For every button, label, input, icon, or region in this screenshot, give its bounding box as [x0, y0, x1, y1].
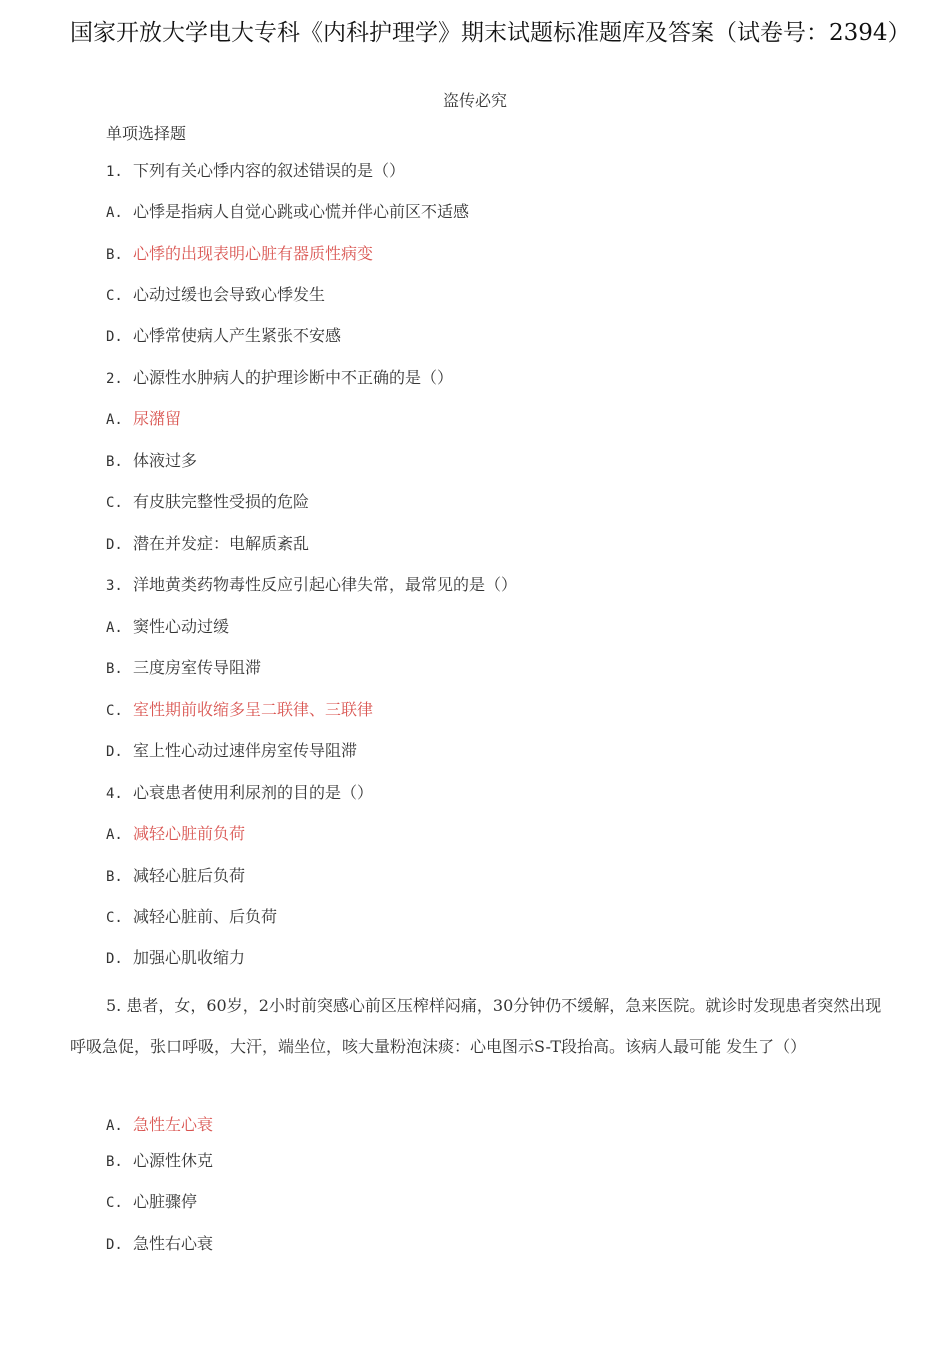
- option-item-answer: [106, 406, 181, 429]
- option-label: C.: [106, 703, 123, 719]
- option-text: 心脏骤停: [133, 1192, 198, 1211]
- option-text: 心悸是指病人自觉心跳或心慌并伴心前区不适感: [133, 202, 470, 221]
- option-item: [106, 904, 277, 927]
- option-text: 减轻心脏后负荷: [133, 866, 246, 885]
- option-item: [106, 489, 309, 512]
- option-text: 有皮肤完整性受损的危险: [133, 492, 310, 511]
- option-item: [106, 282, 325, 305]
- option-text: 急性右心衰: [133, 1234, 214, 1253]
- option-label: A.: [106, 1118, 123, 1134]
- option-item-answer: [106, 241, 373, 264]
- option-label: B.: [106, 247, 123, 263]
- option-item-answer: [106, 1112, 213, 1135]
- option-text: 减轻心脏前负荷: [133, 824, 246, 843]
- question-text: 心源性水肿病人的护理诊断中不正确的是（）: [133, 368, 454, 387]
- section-heading: 单项选择题: [106, 124, 187, 143]
- option-text: 急性左心衰: [133, 1115, 214, 1134]
- option-label: C.: [106, 910, 123, 926]
- question-text: 患者，女，60岁，2小时前突感心前区压榨样闷痛，30分钟仍不缓解，急来医院。就诊时发现患者突然出现呼吸急促，张口呼吸，大汗，端坐位，咳大量粉泡沫痰：心电图示S-T段抬高。该病人最可能 发生了（）: [70, 996, 882, 1056]
- question-number: 2.: [106, 371, 123, 387]
- option-text: 心源性休克: [133, 1151, 214, 1170]
- option-label: C.: [106, 1195, 123, 1211]
- option-label: A.: [106, 827, 123, 843]
- option-label: A.: [106, 205, 123, 221]
- option-item: [106, 448, 197, 471]
- option-label: B.: [106, 661, 123, 677]
- option-label: D.: [106, 537, 123, 553]
- option-text: 减轻心脏前、后负荷: [133, 907, 278, 926]
- question-number: 5.: [106, 996, 122, 1015]
- option-label: A.: [106, 412, 123, 428]
- option-text: 三度房室传导阻滞: [133, 658, 262, 677]
- option-item: [106, 1231, 213, 1254]
- option-text: 加强心肌收缩力: [133, 948, 246, 967]
- option-label: B.: [106, 454, 123, 470]
- option-text: 窦性心动过缓: [133, 617, 230, 636]
- option-text: 心悸常使病人产生紧张不安感: [133, 326, 342, 345]
- option-text: 尿潴留: [133, 409, 182, 428]
- watermark-text: 盗传必究: [442, 91, 507, 110]
- question-stem: [106, 158, 405, 181]
- option-label: C.: [106, 495, 123, 511]
- question-stem: [106, 572, 517, 595]
- question-number: 4.: [106, 786, 123, 802]
- option-item: [106, 614, 229, 637]
- option-item: [106, 531, 309, 554]
- question-stem: [106, 780, 373, 803]
- option-label: D.: [106, 329, 123, 345]
- question-number: 1.: [106, 164, 123, 180]
- option-item: [106, 863, 245, 886]
- option-text: 心动过缓也会导致心悸发生: [133, 285, 326, 304]
- option-label: D.: [106, 951, 123, 967]
- option-text: 室性期前收缩多呈二联律、三联律: [133, 700, 374, 719]
- option-label: D.: [106, 744, 123, 760]
- option-text: 潜在并发症：电解质紊乱: [133, 534, 310, 553]
- option-text: 体液过多: [133, 451, 198, 470]
- option-label: A.: [106, 620, 123, 636]
- option-item-answer: [106, 697, 373, 720]
- option-label: D.: [106, 1237, 123, 1253]
- option-text: 心悸的出现表明心脏有器质性病变: [133, 244, 374, 263]
- question-stem-paragraph: [70, 985, 895, 1067]
- option-item: [106, 738, 357, 761]
- option-label: C.: [106, 288, 123, 304]
- option-label: B.: [106, 869, 123, 885]
- option-item: [106, 945, 245, 968]
- question-stem: [106, 365, 453, 388]
- question-text: 下列有关心悸内容的叙述错误的是（）: [133, 161, 406, 180]
- option-text: 室上性心动过速伴房室传导阻滞: [133, 741, 358, 760]
- question-text: 洋地黄类药物毒性反应引起心律失常，最常见的是（）: [133, 575, 518, 594]
- question-text: 心衰患者使用利尿剂的目的是（）: [133, 783, 374, 802]
- document-title: 国家开放大学电大专科《内科护理学》期末试题标准题库及答案（试卷号：2394）: [70, 20, 911, 46]
- option-item: [106, 1148, 213, 1171]
- option-item: [106, 323, 341, 346]
- option-item: [106, 655, 261, 678]
- option-label: B.: [106, 1154, 123, 1170]
- question-number: 3.: [106, 578, 123, 594]
- option-item: [106, 199, 469, 222]
- option-item-answer: [106, 821, 245, 844]
- option-item: [106, 1189, 197, 1212]
